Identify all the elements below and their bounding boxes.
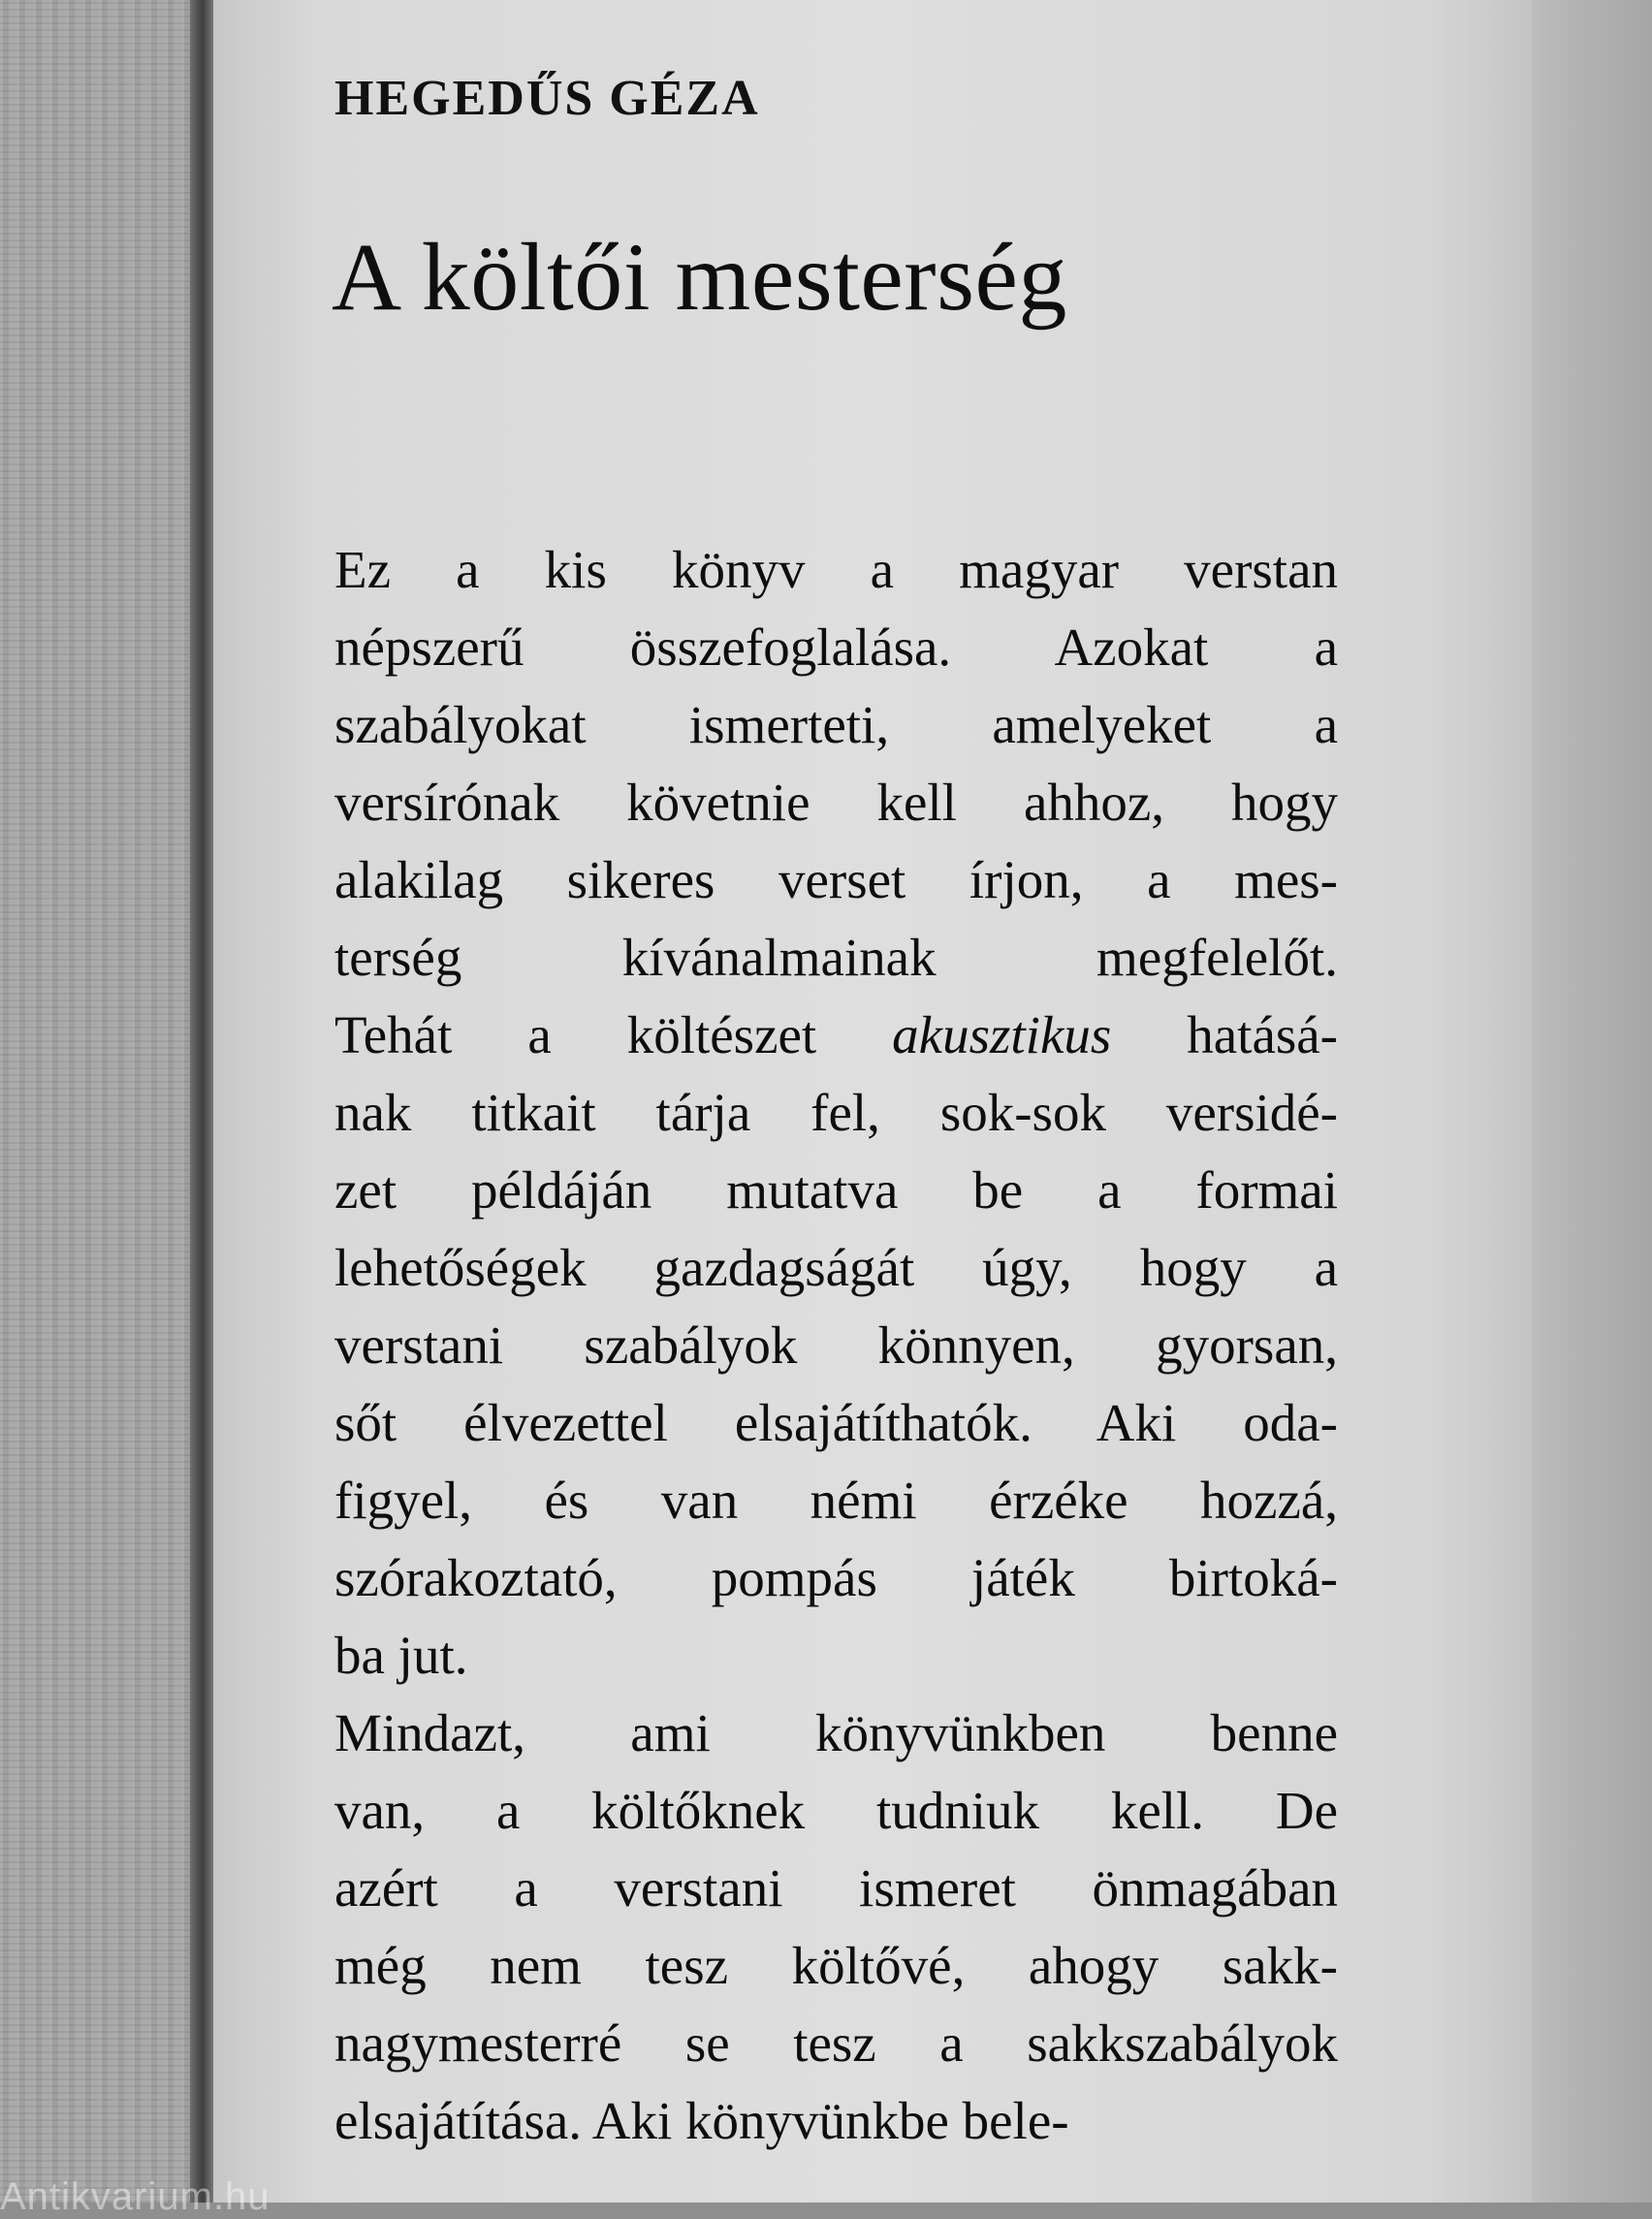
author-name: HEGEDŰS GÉZA bbox=[334, 71, 760, 126]
blurb-text bbox=[334, 531, 1338, 2160]
text-line bbox=[334, 997, 1338, 1074]
text-line: nak titkait tárja fel, sok-sok versidé- bbox=[334, 1083, 1338, 1142]
text-line: zet példáján mutatva be a formai bbox=[334, 1160, 1338, 1220]
text-line: terség kívánalmainak megfelelőt. bbox=[334, 928, 1338, 987]
text-line: népszerű összefoglalása. Azokat a bbox=[334, 618, 1338, 677]
text-line: elsajátítása. Aki könyvünkbe bele- bbox=[334, 2091, 1069, 2150]
text-line: szórakoztató, pompás játék birtoká- bbox=[334, 1548, 1338, 1607]
text-line: szabályokat ismerteti, amelyeket a bbox=[334, 695, 1338, 754]
text-line: verstani szabályok könnyen, gyorsan, bbox=[334, 1316, 1338, 1375]
text-line: azért a verstani ismeret önmagában bbox=[334, 1858, 1338, 1918]
text-line: van, a költőknek tudniuk kell. De bbox=[334, 1781, 1338, 1840]
text-fragment: hatásá- bbox=[1111, 1005, 1338, 1064]
text-line: ba jut. bbox=[334, 1626, 468, 1685]
text-line: alakilag sikeres verset írjon, a mes- bbox=[334, 850, 1338, 909]
text-line: sőt élvezettel elsajátíthatók. Aki oda- bbox=[334, 1393, 1338, 1452]
text-line: lehetőségek gazdagságát úgy, hogy a bbox=[334, 1238, 1338, 1297]
page-right-edge bbox=[1532, 0, 1652, 2203]
italic-term: akusztikus bbox=[892, 1005, 1112, 1064]
page-fold-shadow bbox=[190, 0, 213, 2203]
text-line: nagymesterré se tesz a sakkszabályok bbox=[334, 2013, 1338, 2073]
book-spine-background bbox=[0, 0, 213, 2203]
text-line: Ez a kis könyv a magyar verstan bbox=[334, 540, 1338, 599]
text-line: Mindazt, ami könyvünkben benne bbox=[334, 1703, 1338, 1762]
text-line: versírónak követnie kell ahhoz, hogy bbox=[334, 773, 1338, 832]
text-fragment: Tehát a költészet bbox=[334, 1005, 893, 1064]
watermark: Antikvarium.hu bbox=[0, 2175, 270, 2218]
text-line: figyel, és van némi érzéke hozzá, bbox=[334, 1471, 1338, 1530]
text-line: még nem tesz költővé, ahogy sakk- bbox=[334, 1936, 1338, 1995]
book-title: A költői mesterség bbox=[332, 223, 1067, 331]
